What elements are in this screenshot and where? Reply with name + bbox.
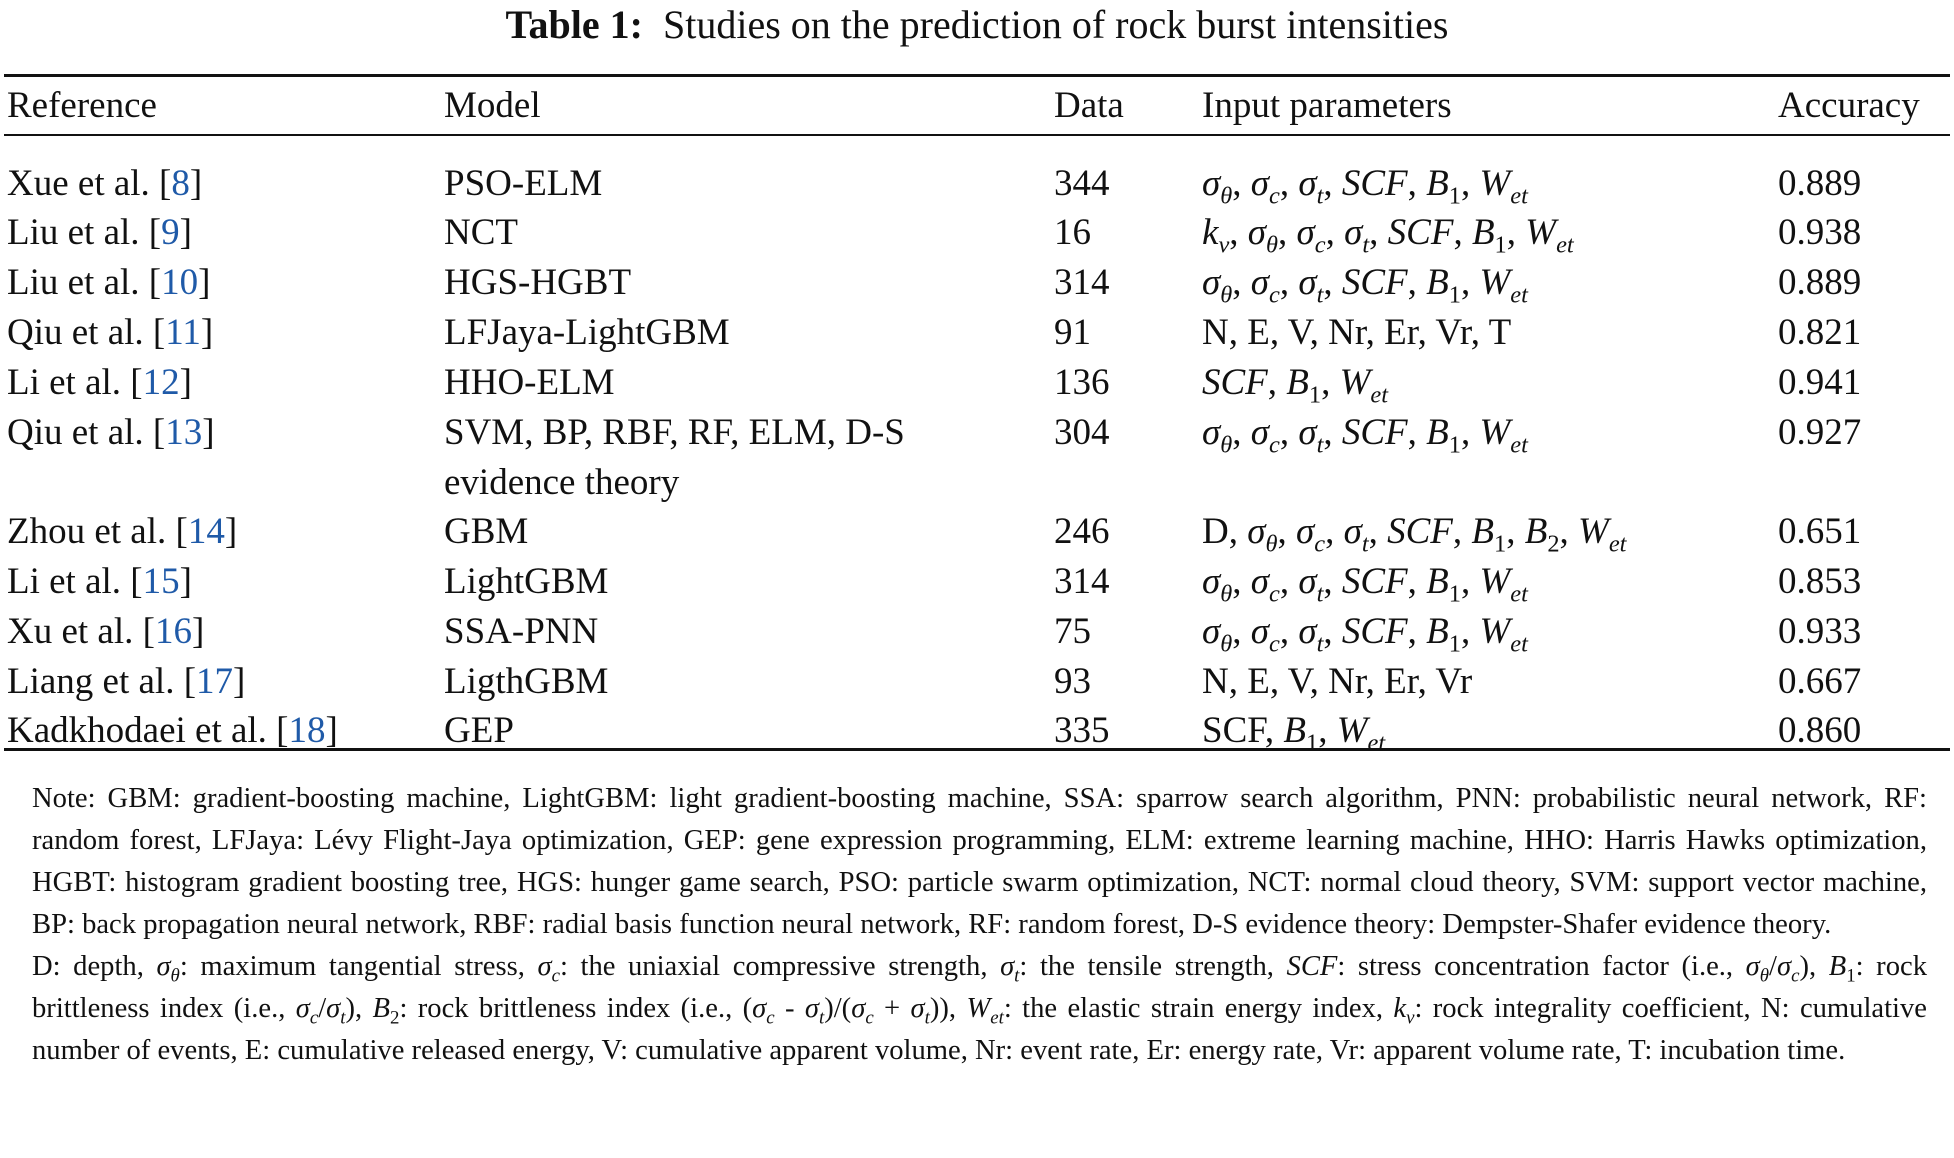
table-row-input-parameters: N, E, V, Nr, Er, Vr, T	[1202, 312, 1512, 353]
table-row-reference: Liang et al. [17]	[7, 661, 246, 702]
reference-author: Liu et al.	[7, 262, 140, 303]
citation-link[interactable]: 12	[142, 362, 180, 403]
table-row-input-parameters: $\sigma_\theta$, $\sigma_c$, $\sigma_t$, SCF, $B_1$, $W_{et}$	[1202, 412, 1528, 459]
table-row-reference: Liu et al. [9]	[7, 212, 192, 253]
reference-author: Li et al.	[7, 362, 122, 403]
table-row-data: 314	[1054, 262, 1110, 303]
note-paragraph-1: Note: GBM: gradient-boosting machine, LightGBM: light gradient-boosting machine, SSA: sparrow search algorithm, PNN: probabilistic neural network, RF: random forest, LFJaya: Lévy Flight-Jaya optimization, GEP: gene expression programming, ELM: extreme learning machine, HHO: Harris Hawks optimization, HGBT: histogram gradient boosting tree, HGS: hunger game search, PSO: particle swarm optimization, NCT: normal cloud theory, SVM: support vector machine, BP: back propagation neural network, RBF: radial basis function neural network, RF: random forest, D-S evidence theory: Dempster-Shafer evidence theory.	[32, 783, 1927, 940]
table-row-reference: Qiu et al. [13]	[7, 412, 215, 453]
citation-link[interactable]: 17	[196, 661, 234, 702]
header-input-parameters: Input parameters	[1202, 85, 1452, 126]
table-row-model: PSO-ELM	[444, 163, 603, 204]
note-paragraph-2: D: depth, $\sigma_\theta$: maximum tangential stress, $\sigma_c$: the uniaxial compressive strength, $\sigma_t$: the tensile strength, SCF: stress concentration factor (i.e., $\sigma_\theta/\sigma_c$), $B_1$: rock brittleness index (i.e., $\sigma_c/\sigma_t$), $B_2$: rock brittleness index (i.e., $(\sigma_c - \sigma_t)/(\sigma_c + \sigma_t)$), $W_{et}$: the elastic strain energy index, $k_v$: rock integrality coefficient, N: cumulative number of events, E: cumulative released energy, V: cumulative apparent volume, Nr: event rate, Er: energy rate, Vr: apparent volume rate, T: incubation time.	[32, 951, 1927, 1066]
table-row-input-parameters: $\sigma_\theta$, $\sigma_c$, $\sigma_t$, SCF, $B_1$, $W_{et}$	[1202, 611, 1528, 658]
citation-link[interactable]: 9	[161, 212, 180, 253]
reference-author: Liang et al.	[7, 661, 175, 702]
table-row-model: GEP	[444, 710, 514, 751]
citation-link[interactable]: 8	[171, 163, 190, 204]
table-row-accuracy: 0.853	[1778, 561, 1862, 602]
table-row-model-continued: evidence theory	[444, 462, 680, 503]
table-row-accuracy: 0.889	[1778, 163, 1862, 204]
reference-author: Qiu et al.	[7, 312, 144, 353]
table-row-data: 314	[1054, 561, 1110, 602]
table-row-reference: Liu et al. [10]	[7, 262, 211, 303]
citation-link[interactable]: 11	[165, 312, 201, 353]
table-row-reference: Zhou et al. [14]	[7, 511, 238, 552]
citation-link[interactable]: 18	[288, 710, 326, 751]
table-row-data: 75	[1054, 611, 1091, 652]
header-rule	[4, 134, 1950, 136]
reference-author: Zhou et al.	[7, 511, 167, 552]
citation-link[interactable]: 13	[165, 412, 203, 453]
table-row-model: LightGBM	[444, 561, 609, 602]
citation-link[interactable]: 14	[187, 511, 225, 552]
header-data: Data	[1054, 85, 1124, 126]
table-row-input-parameters: $\sigma_\theta$, $\sigma_c$, $\sigma_t$, SCF, $B_1$, $W_{et}$	[1202, 561, 1528, 608]
table-row-accuracy: 0.938	[1778, 212, 1862, 253]
table-row-accuracy: 0.860	[1778, 710, 1862, 751]
table-row-data: 93	[1054, 661, 1091, 702]
reference-author: Xu et al.	[7, 611, 134, 652]
table-row-data: 335	[1054, 710, 1110, 751]
reference-author: Liu et al.	[7, 212, 140, 253]
header-accuracy: Accuracy	[1778, 85, 1920, 126]
header-reference: Reference	[7, 85, 157, 126]
table-row-data: 304	[1054, 412, 1110, 453]
table-row-accuracy: 0.933	[1778, 611, 1862, 652]
table-row-input-parameters: SCF, $B_1$, $W_{et}$	[1202, 362, 1389, 409]
table-row-input-parameters: D, $\sigma_\theta$, $\sigma_c$, $\sigma_t$, SCF, $B_1$, $B_2$, $W_{et}$	[1202, 511, 1627, 558]
table-row-accuracy: 0.667	[1778, 661, 1862, 702]
table-note	[32, 778, 1927, 1072]
table-row-accuracy: 0.889	[1778, 262, 1862, 303]
reference-author: Li et al.	[7, 561, 122, 602]
table-row-accuracy: 0.941	[1778, 362, 1862, 403]
table-row-model: NCT	[444, 212, 518, 253]
table-row-reference: Xue et al. [8]	[7, 163, 203, 204]
table-row-data: 91	[1054, 312, 1091, 353]
table-row-model: SVM, BP, RBF, RF, ELM, D-S	[444, 412, 905, 453]
citation-link[interactable]: 16	[154, 611, 192, 652]
table-row-accuracy: 0.927	[1778, 412, 1862, 453]
table-row-accuracy: 0.821	[1778, 312, 1862, 353]
reference-author: Qiu et al.	[7, 412, 144, 453]
table-row-model: LigthGBM	[444, 661, 609, 702]
table-row-input-parameters: N, E, V, Nr, Er, Vr	[1202, 661, 1473, 702]
table-row-model: LFJaya-LightGBM	[444, 312, 730, 353]
reference-author: Kadkhodaei et al.	[7, 710, 267, 751]
table-row-data: 16	[1054, 212, 1091, 253]
table-row-reference: Li et al. [15]	[7, 561, 192, 602]
table-row-data: 246	[1054, 511, 1110, 552]
reference-author: Xue et al.	[7, 163, 150, 204]
table-row-input-parameters: $\sigma_\theta$, $\sigma_c$, $\sigma_t$, SCF, $B_1$, $W_{et}$	[1202, 262, 1528, 309]
table-row-reference: Qiu et al. [11]	[7, 312, 214, 353]
table-row-model: HGS-HGBT	[444, 262, 632, 303]
table-row-input-parameters: $\sigma_\theta$, $\sigma_c$, $\sigma_t$, SCF, $B_1$, $W_{et}$	[1202, 163, 1528, 210]
table-row-reference: Xu et al. [16]	[7, 611, 205, 652]
table-row-input-parameters: SCF, $B_1$, $W_{et}$	[1202, 710, 1386, 757]
table-row-input-parameters: $k_v$, $\sigma_\theta$, $\sigma_c$, $\sigma_t$, SCF, $B_1$, $W_{et}$	[1202, 212, 1574, 259]
table-caption: Studies on the prediction of rock burst intensities	[663, 2, 1449, 47]
table-row-model: SSA-PNN	[444, 611, 599, 652]
table-row-data: 344	[1054, 163, 1110, 204]
table-title	[0, 2, 1954, 48]
table-row-model: HHO-ELM	[444, 362, 615, 403]
table-row-reference: Li et al. [12]	[7, 362, 192, 403]
table-row-model: GBM	[444, 511, 529, 552]
citation-link[interactable]: 15	[142, 561, 180, 602]
table-row-reference: Kadkhodaei et al. [18]	[7, 710, 338, 751]
citation-link[interactable]: 10	[161, 262, 199, 303]
table-row-data: 136	[1054, 362, 1110, 403]
top-rule	[4, 74, 1950, 77]
header-model: Model	[444, 85, 541, 126]
table-label: Table 1:	[505, 2, 643, 47]
table-row-accuracy: 0.651	[1778, 511, 1862, 552]
